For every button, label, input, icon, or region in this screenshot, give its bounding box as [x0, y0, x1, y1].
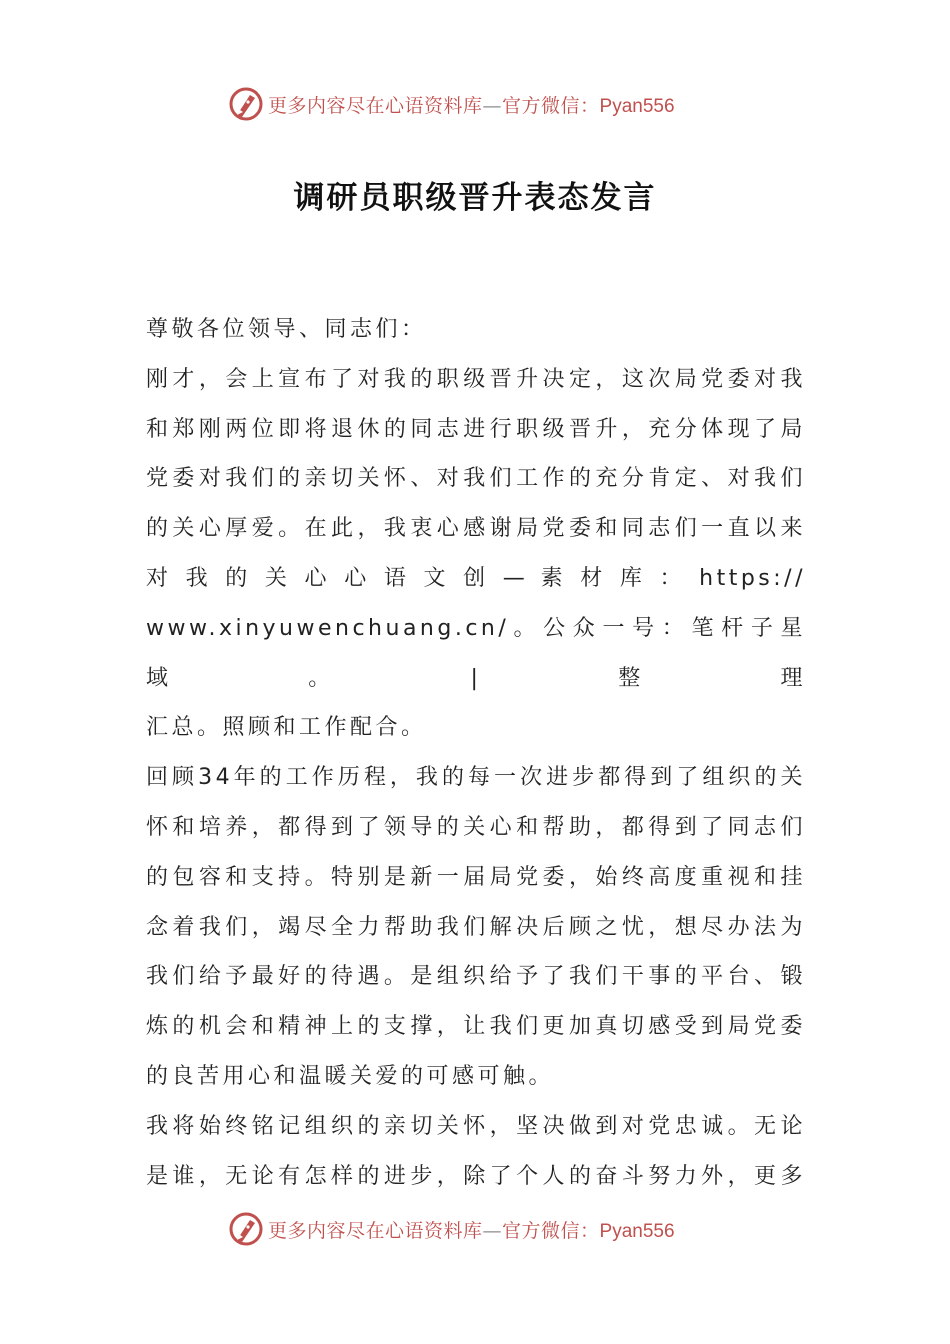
paragraph-line: 的良苦用心和温暖关爱的可感可触。: [146, 1063, 555, 1089]
paragraph-1: [146, 355, 806, 753]
paragraph-2: [146, 753, 806, 1102]
footer-watermark-banner: [228, 1211, 748, 1247]
paragraph-line: 汇总。照顾和工作配合。: [146, 715, 427, 741]
paragraph-line-url: www.xinyuwenchuang.cn/。公众一号：笔杆子星域。|整理: [146, 615, 806, 691]
paragraph-line: 的关心厚爱。在此，我衷心感谢局党委和同志们一直以来: [146, 516, 806, 542]
paragraph-line: 是谁，无论有怎样的进步，除了个人的奋斗努力外，更多: [146, 1163, 806, 1189]
paragraph-line: 党委对我们的亲切关怀、对我们工作的充分肯定、对我们: [146, 466, 806, 492]
salutation: 尊敬各位领导、同志们：: [146, 317, 427, 342]
document-title: 调研员职级晋升表态发言: [293, 180, 657, 216]
pen-nib-logo-icon: [228, 86, 264, 122]
paragraph-line: 的包容和支持。特别是新一届局党委，始终高度重视和挂: [146, 864, 806, 890]
paragraph-line: 我们给予最好的待遇。是组织给予了我们干事的平台、锻: [146, 964, 806, 990]
paragraph-3: [146, 1102, 806, 1202]
paragraph-line: 念着我们，竭尽全力帮助我们解决后顾之忧，想尽办法为: [146, 914, 806, 940]
watermark-text: 更多内容尽在心语资料库—官方微信：Pyan556: [268, 94, 675, 117]
header-watermark-banner: [228, 86, 748, 122]
document-body: [146, 305, 806, 1201]
paragraph-line: 炼的机会和精神上的支撑，让我们更加真切感受到局党委: [146, 1014, 806, 1040]
watermark-text: 更多内容尽在心语资料库—官方微信：Pyan556: [268, 1219, 675, 1242]
paragraph-line: 我将始终铭记组织的亲切关怀，坚决做到对党忠诚。无论: [146, 1113, 806, 1139]
paragraph-line: 怀和培养，都得到了领导的关心和帮助，都得到了同志们: [146, 814, 806, 840]
paragraph-line: 回顾34年的工作历程，我的每一次进步都得到了组织的关: [146, 765, 806, 791]
paragraph-line: 刚才，会上宣布了对我的职级晋升决定，这次局党委对我: [146, 366, 806, 392]
pen-nib-logo-icon: [228, 1211, 264, 1247]
paragraph-line-spaced: 对 我 的 关 心 心 语 文 创 — 素 材 库 ： https://: [146, 565, 806, 591]
paragraph-line: 和郑刚两位即将退休的同志进行职级晋升，充分体现了局: [146, 416, 806, 442]
